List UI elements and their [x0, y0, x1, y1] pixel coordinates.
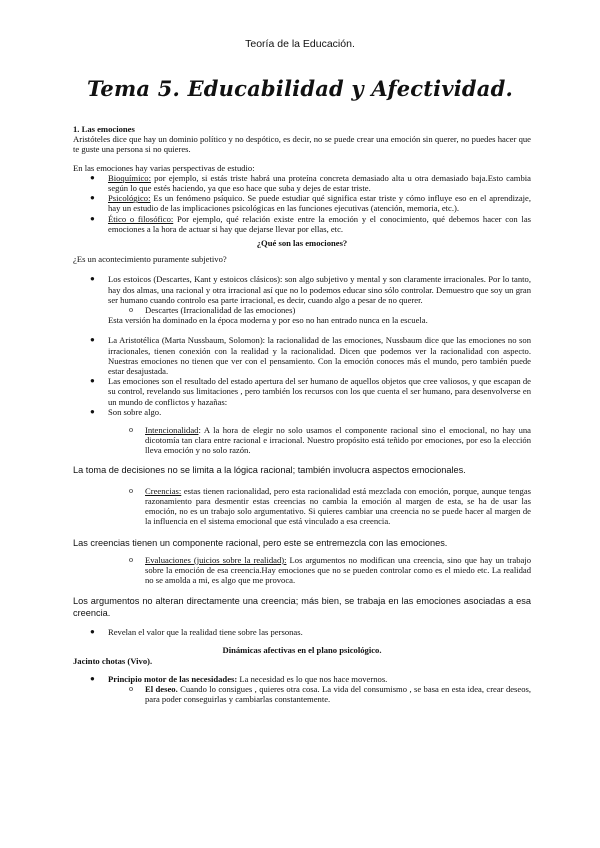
list-item [73, 214, 531, 234]
bullet-icon: ● [90, 193, 95, 203]
bullet-icon: ● [90, 376, 95, 386]
term: El deseo. [145, 683, 178, 694]
paragraph: La toma de decisiones no se limita a la lógica racional; también involucra aspectos emocionales. [73, 464, 466, 475]
list-item-text: Los argumentos no modifican una creencia, sino que hay un trabajo sobre la emoción de esa creencia.Hay emociones que no se pueden controlar como es el miedo etc. La realidad no se amolda a mi, es algo que me provoca. [145, 554, 531, 585]
bullet-icon: ● [90, 673, 95, 683]
list-item [73, 173, 531, 193]
list-item-text: La Aristotélica (Marta Nussbaum, Solomon): la racionalidad de las emociones, Nussbaum dice que las emociones no son irracionales, tienen conexión con la realidad y la racionalidad. Dicen que podemos ver la racionalidad con aspecto. Nuestras emociones no tienen que ver con el pensamiento. Con la emoción conoces más el mundo, pero también puede estar desajustada. [108, 335, 531, 377]
term: Evaluaciones (juicios sobre la realidad): [145, 554, 287, 565]
list-item [73, 407, 531, 417]
section-heading: ¿Qué son las emociones? [256, 238, 348, 249]
list-item [73, 193, 531, 213]
author-line: Jacinto chotas (Vivo). [73, 655, 153, 666]
list-item-text: Las emociones son el resultado del estado apertura del ser humano de aquellos objetos que cree valiosos, y que escapan de su control, revelando sus limitaciones , pero también los recursos con los que cuenta el ser humano, para desenvolverse en un mundo de conflictos y hazañas: [108, 376, 531, 407]
term: Intencionalidad [145, 425, 199, 436]
term: Psicológico: [108, 193, 151, 204]
paragraph: En las emociones hay varias perspectivas de estudio: [73, 162, 255, 173]
list-item [73, 335, 531, 376]
list-item [73, 674, 531, 684]
bullet-icon: ● [90, 627, 95, 637]
sub-list-item [73, 305, 531, 315]
sub-list-item [73, 684, 531, 704]
bullet-icon: ● [90, 406, 95, 416]
bullet-icon: ● [90, 274, 95, 284]
list-item-text: Son sobre algo. [108, 406, 162, 417]
sub-list-item [73, 486, 531, 527]
circle-bullet-icon: o [129, 305, 133, 315]
document-body [73, 124, 531, 704]
list-item-text: : A la hora de elegir no solo usamos el componente racional sino el emocional, no hay una dicotomía tan clara entre racional e irracional. Nuestro propósito está teñido por emociones, por eso la elección lleva emoción y no solo razón. [145, 425, 531, 456]
list-item-text: Los estoicos (Descartes, Kant y estoicos clásicos): son algo subjetivo y mental y son claramente irracionales. Por lo tanto, hay dos almas, una racional y otra irracional así que no lo podemos educar sino sólo controlar. Demuestro que soy un gran ser humano cuando controlo esa parte irracional, es decir, cuando algo a pesar de no querer. [108, 274, 531, 305]
bullet-icon: ● [90, 172, 95, 182]
list-item [73, 376, 531, 407]
term: Bioquímico: [108, 172, 151, 183]
section-heading: 1. Las emociones [73, 124, 135, 134]
circle-bullet-icon: o [129, 425, 133, 435]
list-item-text: La necesidad es lo que nos hace movernos. [237, 673, 388, 684]
section-heading: Dinámicas afectivas en el plano psicológico. [222, 645, 382, 656]
bullet-icon: ● [90, 213, 95, 223]
term: Creencias: [145, 485, 182, 496]
term: Principio motor de las necesidades: [108, 673, 238, 684]
circle-bullet-icon: o [129, 683, 133, 693]
paragraph: Aristóteles dice que hay un dominio político y no despótico, es decir, no se puede crear una emoción sin querer, no puedes hacer que te guste una persona si no quieres. [73, 134, 531, 155]
page-title: Tema 5. Educabilidad y Afectividad. [87, 76, 513, 101]
sub-list-item [73, 425, 531, 456]
list-item-text: Descartes (Irracionalidad de las emociones) [145, 305, 296, 316]
list-item-text: Cuando lo consigues , quieres otra cosa. La vida del consumismo , se basa en esta idea, crear deseos, para poder conseguirlas y cambiarlas constantemente. [145, 683, 532, 705]
bullet-icon: ● [90, 335, 95, 345]
paragraph: Los argumentos no alteran directamente una creencia; más bien, se trabaja en las emociones asociadas a esa creencia. [73, 596, 531, 619]
circle-bullet-icon: o [129, 485, 133, 495]
sub-list-item [73, 555, 531, 586]
list-item [73, 274, 531, 305]
list-item-text: estas tienen racionalidad, pero esta racionalidad está mezclada con emoción, porque, aunque tengas razonamiento para desmentir estas creencias no cambia la emoción al margen de esta, se ha de usar las emoción, no es un trabajo solo argumentativo. Si quieres cambiar una creencia no se puede hacer al margen de la influencia en el sistema emocional que está vinculado a esa creencia. [145, 485, 531, 527]
list-item-text: Por ejemplo, qué relación existe entre la emoción y el conocimiento, qué debemos hacer con las emociones a la hora de actuar si hay que dejarse llevar por ellas, etc. [108, 213, 531, 234]
term: Ético o filosófico: [108, 213, 174, 224]
paragraph: ¿Es un acontecimiento puramente subjetivo? [73, 254, 227, 265]
paragraph: Las creencias tienen un componente racional, pero este se entremezcla con las emociones. [73, 537, 448, 548]
paragraph: Esta versión ha dominado en la época moderna y por eso no han entrado nunca en la escuela. [108, 315, 428, 326]
list-item-text: por ejemplo, si estás triste habrá una proteína concreta demasiado alta u otra demasiado baja.Esto cambia según lo que estés haciendo, ya que eso hace que suba y dejes de estar triste. [108, 172, 531, 194]
list-item-text: Revelan el valor que la realidad tiene sobre las personas. [108, 627, 303, 638]
page-header: Teoría de la Educación. [245, 38, 355, 50]
list-item [73, 627, 531, 637]
list-item-text: Es un fenómeno psíquico. Se puede estudiar qué significa estar triste y cómo influye eso en el aprendizaje, hay un estudio de las implicaciones psicológicas en las funciones ejecutivas (atención, memoria, etc.). [108, 193, 531, 214]
circle-bullet-icon: o [129, 554, 133, 564]
